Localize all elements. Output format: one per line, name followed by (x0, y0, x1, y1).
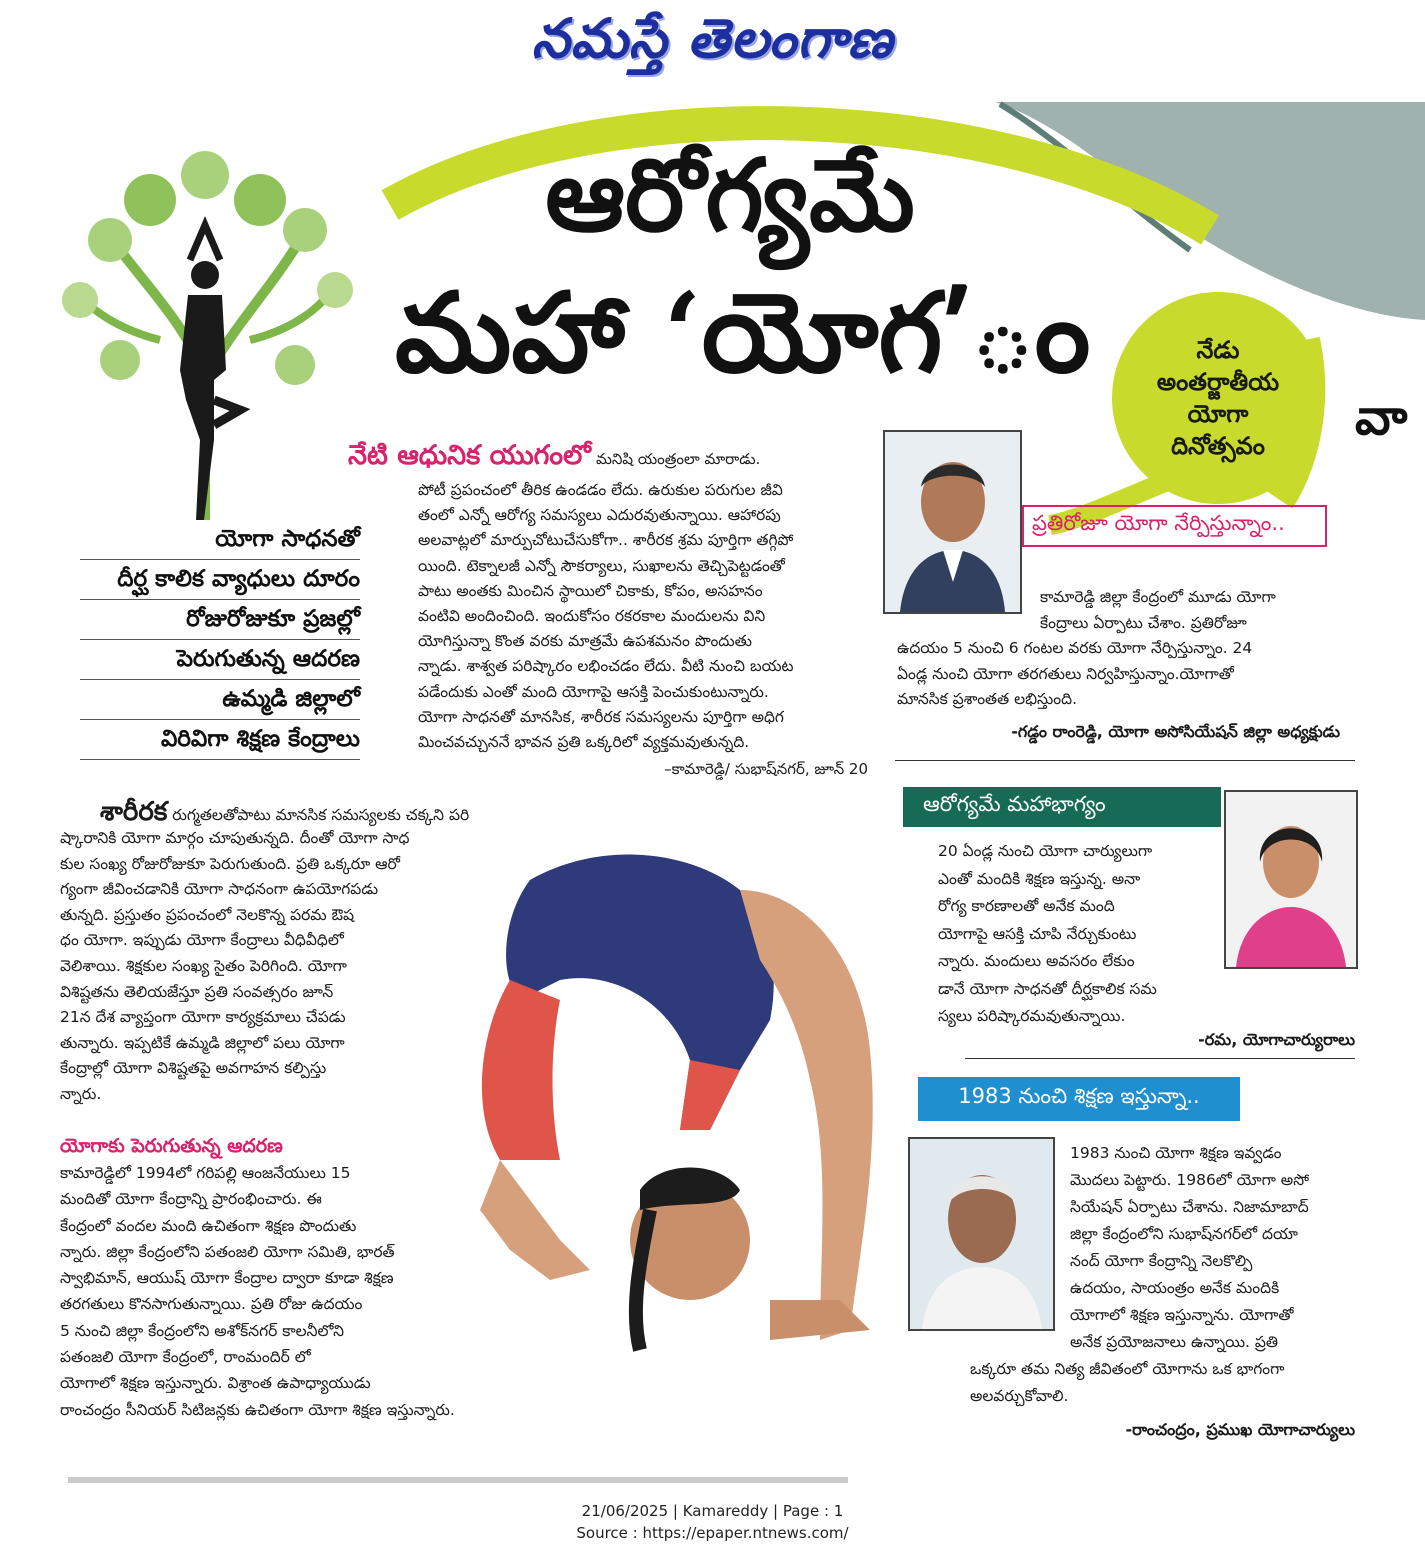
body-line: పతంజలి యోగా కేంద్రంలో, రాంమందిర్ లో (60, 1348, 311, 1367)
next-article-strip (68, 1477, 848, 1483)
box2-signature: -రమ, యోగాచార్యురాలు (1198, 1030, 1355, 1049)
body-line: ఉదయం, సాయంత్రం అనేక మందికి (1070, 1279, 1280, 1297)
body-line: స్యలు పరిష్కారమవుతున్నాయి. (938, 1007, 1126, 1025)
body-line: విశిష్టతను తెలియజేస్తూ ప్రతి సంవత్సరం జూన్ (60, 982, 334, 1001)
intro-line: వంటివి అందించింది. ఇందుకోసం రకరకాల మందులను విని (418, 607, 766, 626)
body-line: యోగాలో శిక్షణ ఇస్తున్నాను. యోగాతో (1070, 1306, 1294, 1324)
badge-line: యోగా (1187, 400, 1249, 428)
intro-line: న్నాడు. శాశ్వత పరిష్కారం లభించడం లేదు. వీటి నుంచి బయట (418, 657, 794, 676)
intro-first-line: మనిషి యంత్రంలా మారాడు. (595, 450, 761, 468)
international-yoga-day-badge (1112, 292, 1324, 504)
intro-line: పడేందుకు ఎంతో మంది యోగాపై ఆసక్తి పెంచుకుంటున్నారు. (418, 682, 769, 701)
body-line: ఏండ్ల నుంచి యోగా తరగతులు నిర్వహిస్తున్నాం.యోగాతో (897, 664, 1234, 683)
body-line: 5 నుంచి జిల్లా కేంద్రంలోని అశోక్‌నగర్ కాలనీలోని (60, 1321, 345, 1340)
intro-line: అలవాట్లలో మార్పుచోటుచేసుకోగా.. శారీరక శ్రమ పూర్తిగా తగ్గిపో (418, 531, 794, 550)
body-line: కామారెడ్డిలో 1994లో గరిపల్లి ఆంజనేయులు 15 (60, 1164, 351, 1182)
body-line: రోగ్య కారణాలతో అనేక మంది (938, 897, 1115, 915)
body-line: రాంచంద్రం సీనియర్ సిటిజన్లకు ఉచితంగా యోగా శిక్షణ ఇస్తున్నారు. (60, 1400, 455, 1419)
body-line: కేంద్రాలు ఏర్పాటు చేశాం. ప్రతిరోజూ (1040, 613, 1247, 632)
body-line: ష్కారానికి యోగా మార్గం చూపుతున్నది. దీంతో యోగా సాధ (60, 829, 410, 847)
body-line: కేంద్రంలో వందల మంది ఉచితంగా శిక్షణ పొందుతు (60, 1216, 357, 1235)
footer (0, 1500, 1425, 1544)
box3-signature: -రాంచంద్రం, ప్రముఖ యోగాచార్యులు (1125, 1420, 1355, 1439)
body-first-line (100, 797, 520, 829)
portrait-photo-ramchandram (908, 1137, 1055, 1331)
body-line: తున్నది. ప్రస్తుతం ప్రపంచంలో నెలకొన్న పరమ ఔష (60, 905, 355, 924)
body-line: న్నారు. (60, 1084, 102, 1103)
body-line: తున్నారు. ఇప్పటికే ఉమ్మడి జిల్లాలో పలు యోగా (60, 1033, 345, 1052)
body-line: డానే యోగా సాధనతో దీర్ఘకాలిక సమ (938, 979, 1157, 998)
intro-line: పోటీ ప్రపంచంలో తీరిక ఉండడం లేదు. ఉరుకుల పరుగుల జీవి (418, 481, 783, 499)
badge-line: అంతర్జాతీయ (1156, 368, 1280, 396)
body-line: సియేషన్ ఏర్పాటు చేశాను. నిజామాబాద్ (1070, 1198, 1309, 1216)
body-line: కుల సంఖ్య రోజురోజుకూ పెరుగుతుంది. ప్రతి ఒక్కరూ ఆరో (60, 854, 400, 873)
subheading: యోగాకు పెరుగుతున్న ఆదరణ (60, 1135, 283, 1157)
intro-section (348, 440, 868, 782)
highlight-item: విరివిగా శిక్షణ కేంద్రాలు (80, 720, 360, 760)
body-line: యోగాపై ఆసక్తి చూపి నేర్చుకుంటు (938, 924, 1137, 943)
body-line: వెలిశాయి. శిక్షకుల సంఖ్య సైతం పెరిగింది. యోగా (60, 956, 347, 975)
yoga-tree-illustration (62, 151, 353, 520)
highlights-list (80, 520, 360, 760)
body-first-text: రుగ్మతలతోపాటు మానసిక సమస్యలకు చక్కని పరి (172, 806, 470, 824)
body-line: న్నారు. మందులు అవసరం లేకుం (938, 952, 1135, 970)
body-line: 21న దేశ వ్యాప్తంగా యోగా కార్యక్రమాలు చేపడు (60, 1008, 346, 1027)
body-line: స్వాభిమాన్, ఆయుష్ యోగా కేంద్రాల ద్వారా కూడా శిక్షణ (60, 1269, 394, 1288)
box2-body (938, 838, 1223, 1031)
body-paragraph (60, 826, 500, 1108)
body-line: అలవర్చుకోవాలి. (970, 1387, 1069, 1405)
box1-body (897, 585, 1337, 713)
highlight-item: రోజురోజుకూ ప్రజల్లో (80, 600, 360, 640)
badge-line: నేడు (1196, 336, 1240, 364)
highlight-item: దీర్ఘ కాలిక వ్యాధులు దూరం (80, 560, 360, 600)
intro-body (418, 478, 868, 782)
body-line: ధం యోగా. ఇప్పుడు యోగా కేంద్రాలు వీధివీధిలో (60, 931, 344, 950)
body-line: ఎంతో మందికి శిక్షణ ఇస్తున్న. అనా (938, 869, 1141, 888)
divider (895, 760, 1355, 761)
box3-body-continued (970, 1356, 1360, 1410)
cut-off-headline: వా (1355, 388, 1408, 446)
highlight-item: పెరుగుతున్న ఆదరణ (80, 640, 360, 680)
body-line: న్నారు. జిల్లా కేంద్రంలోని పతంజలి యోగా సమితి, భారత్ (60, 1242, 395, 1261)
headline-line-2: మహా ‘యోగ’ం (395, 268, 1091, 397)
intro-line: యోగిస్తున్నా కొంత వరకు మాత్రమే ఉపశమనం పొందుతు (418, 632, 753, 651)
body-line: 20 ఏండ్ల నుంచి యోగా చార్యులుగా (938, 842, 1153, 860)
intro-line: యోగా సాధనతో మానసిక, శారీరక సమస్యలను పూర్తిగా అధిగ (418, 707, 784, 726)
highlight-item: యోగా సాధనతో (80, 520, 360, 560)
headline-line-1: ఆరోగ్యమే (545, 136, 915, 254)
box1-title: ప్రతిరోజూ యోగా నేర్పిస్తున్నాం.. (1022, 505, 1327, 547)
body-line: గ్యంగా జీవించడానికి యోగా సాధనంగా ఉపయోగపడు (60, 880, 379, 899)
body-line: మొదలు పెట్టారు. 1986లో యోగా అసో (1070, 1171, 1309, 1189)
dateline: –కామారెడ్డి/ సుభాష్‌నగర్, జూన్ 20 (664, 760, 868, 779)
intro-line: పాటు అంతకు మించిన స్థాయిలో చికాకు, కోపం, అసహనం (418, 581, 763, 600)
box3-title: 1983 నుంచి శిక్షణ ఇస్తున్నా.. (918, 1077, 1240, 1121)
box2-title: ఆరోగ్యమే మహాభాగ్యం (903, 787, 1221, 827)
body-line: ఒక్కరూ తమ నిత్య జీవితంలో యోగాను ఒక భాగంగా (970, 1360, 1285, 1378)
masthead (0, 0, 1425, 80)
body-line: 1983 నుంచి యోగా శిక్షణ ఇవ్వడం (1070, 1144, 1282, 1162)
body-line: కేంద్రాల్లో యోగా విశిష్టతపై అవగాహన కల్పిస్తు (60, 1059, 327, 1078)
intro-line: మించవచ్చుననే భావన ప్రతి ఒక్కరిలో వ్యక్తమవుతున్నది. (418, 733, 750, 752)
body-line: మందితో యోగా కేంద్రాన్ని ప్రారంభించారు. ఈ (60, 1190, 322, 1209)
box1-signature: -గడ్డం రాంరెడ్డి, యోగా అసోసియేషన్ జిల్లా అధ్యక్షుడు (1011, 722, 1340, 741)
divider (965, 1058, 1355, 1059)
intro-line: యింది. టెక్నాలజీ ఎన్నో సౌకర్యాలు, సుఖాలను తెచ్చిపెట్టడంతో (418, 556, 785, 575)
body-line: మానసిక ప్రశాంతత లభిస్తుంది. (897, 690, 1078, 708)
footer-date-page: 21/06/2025 | Kamareddy | Page : 1 (581, 1502, 844, 1520)
portrait-photo-rama (1224, 790, 1358, 969)
intro-line: తంలో ఎన్నో ఆరోగ్య సమస్యలు ఎదురవుతున్నాయి. ఆహారపు (418, 506, 781, 525)
body-line: తరగతులు కొనసాగుతున్నాయి. ప్రతి రోజు ఉదయం (60, 1295, 363, 1314)
body-line: నంద్ యోగా కేంద్రాన్ని నెలకొల్పి (1070, 1252, 1253, 1270)
intro-lead: నేటి ఆధునిక యుగంలో (348, 440, 591, 471)
footer-source[interactable]: Source : https://epaper.ntnews.com/ (576, 1524, 849, 1542)
body-line: యోగాలో శిక్షణ ఇస్తున్నారు. విశ్రాంత ఉపాధ్యాయుడు (60, 1374, 371, 1393)
body-line: ఉదయం 5 నుంచి 6 గంటల వరకు యోగా నేర్పిస్తున్నాం. 24 (897, 639, 1253, 657)
body-line: అనేక ప్రయోజనాలు ఉన్నాయి. ప్రతి (1070, 1333, 1279, 1351)
newspaper-title: నమస్తే తెలంగాణ (531, 6, 894, 70)
body-line: జిల్లా కేంద్రంలోని సుభాష్‌నగర్‌లో దయా (1070, 1225, 1298, 1243)
highlight-item: ఉమ్మడి జిల్లాలో (80, 680, 360, 720)
box3-body (1070, 1140, 1355, 1356)
drop-word: శారీరక (100, 797, 168, 827)
body-line: కామారెడ్డి జిల్లా కేంద్రంలో మూడు యోగా (1040, 588, 1276, 606)
sub-paragraph (60, 1160, 520, 1423)
badge-line: దినోత్సవం (1171, 432, 1265, 460)
